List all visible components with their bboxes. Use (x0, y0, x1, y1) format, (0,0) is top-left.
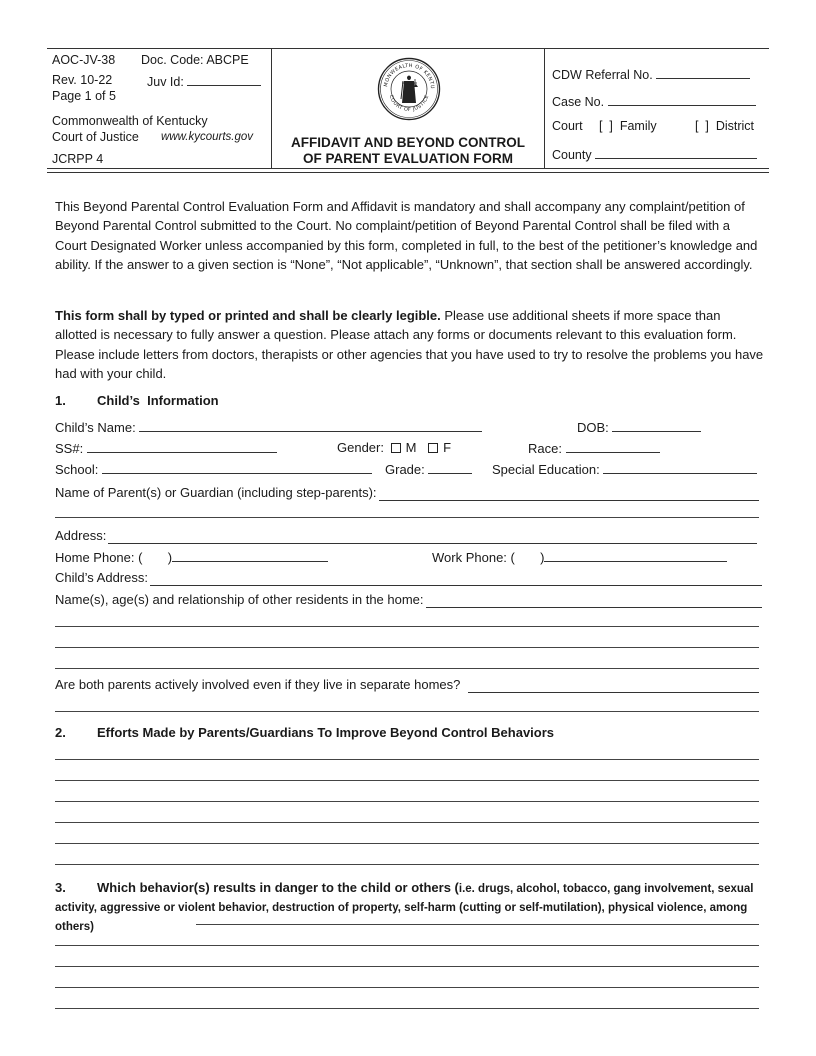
section-2-title: Efforts Made by Parents/Guardians To Improve Beyond Control Behaviors (97, 725, 555, 740)
address-blank[interactable] (108, 531, 757, 544)
school-label: School: (55, 462, 99, 477)
case-number-field[interactable] (552, 93, 756, 110)
commonwealth-label: Commonwealth of Kentucky (52, 114, 208, 128)
section-3-answer-line-1[interactable] (196, 924, 759, 925)
parents-blank-line-2[interactable] (55, 517, 759, 518)
juv-id-blank[interactable] (187, 73, 261, 86)
section-2-line-6[interactable] (55, 864, 759, 865)
race-label: Race: (528, 441, 562, 456)
juv-id-label: Juv Id: (147, 75, 184, 89)
section-2-line-3[interactable] (55, 801, 759, 802)
special-ed-field[interactable] (492, 461, 757, 478)
cdw-referral-label: CDW Referral No. (552, 68, 653, 82)
section-2-line-1[interactable] (55, 759, 759, 760)
address-label: Address: (55, 528, 107, 543)
section-3-number: 3. (55, 880, 66, 895)
header-bottom-border-2 (47, 172, 769, 173)
childs-name-blank[interactable] (139, 419, 482, 432)
juv-id-field[interactable] (147, 73, 261, 90)
court-label: Court (552, 119, 583, 133)
parents-field[interactable] (55, 485, 759, 501)
county-blank[interactable] (595, 146, 757, 159)
case-number-label: Case No. (552, 95, 605, 109)
intro-paragraph-1: This Beyond Parental Control Evaluation Form and Affidavit is mandatory and shall accompany any complaint/petition of Beyond Parental Control submitted to the Court. No complaint/petition of Beyond Parental Control shall be filed with a Court Designated Worker unless accompanied by this form, completed in full, to the best of the petitioner’s knowledge and ability. If the answer to a given section is “None”, “Not applicable”, “Unknown”, that section shall be answered accordingly. (55, 199, 758, 273)
header-bottom-border (47, 168, 769, 169)
residents-blank[interactable] (426, 595, 762, 608)
court-district-checkbox[interactable]: [ ] District (695, 119, 755, 133)
ss-label: SS#: (55, 441, 84, 456)
section-2-line-5[interactable] (55, 843, 759, 844)
race-blank[interactable] (566, 440, 660, 453)
section-3-line-4[interactable] (55, 987, 759, 988)
seal-bottom-text: COURT OF JUSTICE (387, 94, 431, 114)
childs-name-field[interactable] (55, 419, 482, 436)
cdw-referral-blank[interactable] (656, 66, 750, 79)
child-address-label: Child’s Address: (55, 570, 148, 585)
residents-blank-line-3[interactable] (55, 647, 759, 648)
both-parents-blank-line-2[interactable] (55, 711, 759, 712)
dob-field[interactable] (577, 419, 701, 436)
gender-male-checkbox[interactable] (391, 443, 401, 453)
home-phone-blank[interactable] (172, 549, 328, 562)
section-3-line-5[interactable] (55, 1008, 759, 1009)
work-phone-field[interactable] (432, 549, 727, 566)
court-of-justice-label: Court of Justice (52, 130, 139, 144)
grade-field[interactable] (385, 461, 472, 478)
residents-blank-line-4[interactable] (55, 668, 759, 669)
intro-paragraph-2-rest: Please use additional sheets if more space than allotted is necessary to fully answer a question. Please attach any forms or documents relevant to this evaluation form. Please include letters from doctors, therapists or other agencies that you have used to try to resolve the problems you have had with your child. (55, 308, 764, 382)
intro-paragraph-2 (55, 306, 765, 384)
gender-female-checkbox[interactable] (428, 443, 438, 453)
ss-blank[interactable] (87, 440, 277, 453)
county-label: County (552, 148, 592, 162)
child-address-blank[interactable] (150, 573, 762, 586)
gender-male-label: M (405, 440, 417, 455)
page-number: Page 1 of 5 (52, 89, 116, 103)
jcrpp-label: JCRPP 4 (52, 152, 104, 166)
doc-code: Doc. Code: ABCPE (141, 53, 249, 67)
form-title-line2: OF PARENT EVALUATION FORM (303, 151, 513, 166)
special-ed-blank[interactable] (603, 461, 757, 474)
parents-blank[interactable] (379, 488, 759, 501)
both-parents-field[interactable] (55, 677, 759, 693)
revision: Rev. 10-22 (52, 73, 113, 87)
school-blank[interactable] (102, 461, 372, 474)
court-family-checkbox[interactable]: [ ] Family (599, 119, 657, 133)
grade-label: Grade: (385, 462, 425, 477)
both-parents-blank[interactable] (468, 680, 759, 693)
section-2-number: 2. (55, 725, 66, 740)
county-field[interactable] (552, 146, 757, 163)
ss-field[interactable] (55, 440, 277, 457)
website-label: www.kycourts.gov (161, 131, 254, 143)
section-3-line-2[interactable] (55, 945, 759, 946)
form-title-line1: AFFIDAVIT AND BEYOND CONTROL (291, 135, 525, 150)
home-phone-label: Home Phone: ( ) (55, 550, 173, 565)
header-divider-right (544, 48, 545, 168)
cdw-referral-field[interactable] (552, 66, 750, 83)
residents-label: Name(s), age(s) and relationship of other residents in the home: (55, 592, 424, 607)
section-2-line-4[interactable] (55, 822, 759, 823)
case-number-blank[interactable] (608, 93, 756, 106)
school-field[interactable] (55, 461, 372, 478)
dob-blank[interactable] (612, 419, 701, 432)
section-3-question (55, 879, 765, 936)
childs-name-label: Child’s Name: (55, 420, 136, 435)
section-3-line-3[interactable] (55, 966, 759, 967)
gender-female-label: F (443, 440, 452, 455)
seal-top-text: MONWEALTH OF KENTU (383, 62, 436, 90)
grade-blank[interactable] (428, 461, 472, 474)
work-phone-label: Work Phone: ( ) (432, 550, 545, 565)
race-field[interactable] (528, 440, 660, 457)
special-ed-label: Special Education: (492, 462, 600, 477)
child-address-field[interactable] (55, 570, 762, 586)
home-phone-field[interactable] (55, 549, 328, 566)
work-phone-blank[interactable] (544, 549, 727, 562)
section-3-examples: i.e. drugs, alcohol, tobacco, gang involvement, sexual activity, aggressive or violent behavior, destruction of property, self-harm (cutting or self-mutilation), physical violence, among others) (55, 883, 754, 933)
both-parents-label: Are both parents actively involved even if they live in separate homes? (55, 677, 461, 692)
header-top-border (47, 48, 769, 49)
residents-field[interactable] (55, 592, 762, 608)
form-id: AOC-JV-38 (52, 53, 116, 67)
section-1-number: 1. (55, 393, 66, 408)
section-2-line-2[interactable] (55, 780, 759, 781)
header-divider-left (271, 48, 272, 168)
section-1-title: Child’s Information (97, 393, 219, 408)
court-seal-icon (377, 57, 441, 121)
residents-blank-line-2[interactable] (55, 626, 759, 627)
gender-label: Gender: (337, 440, 384, 455)
intro-paragraph-2-bold: This form shall by typed or printed and shall be clearly legible. (55, 308, 441, 323)
section-3-title: Which behavior(s) results in danger to the child or others ( (97, 880, 459, 895)
dob-label: DOB: (577, 420, 609, 435)
address-field[interactable] (55, 528, 757, 544)
parents-label: Name of Parent(s) or Guardian (including step-parents): (55, 485, 377, 500)
gender-field (337, 440, 451, 456)
